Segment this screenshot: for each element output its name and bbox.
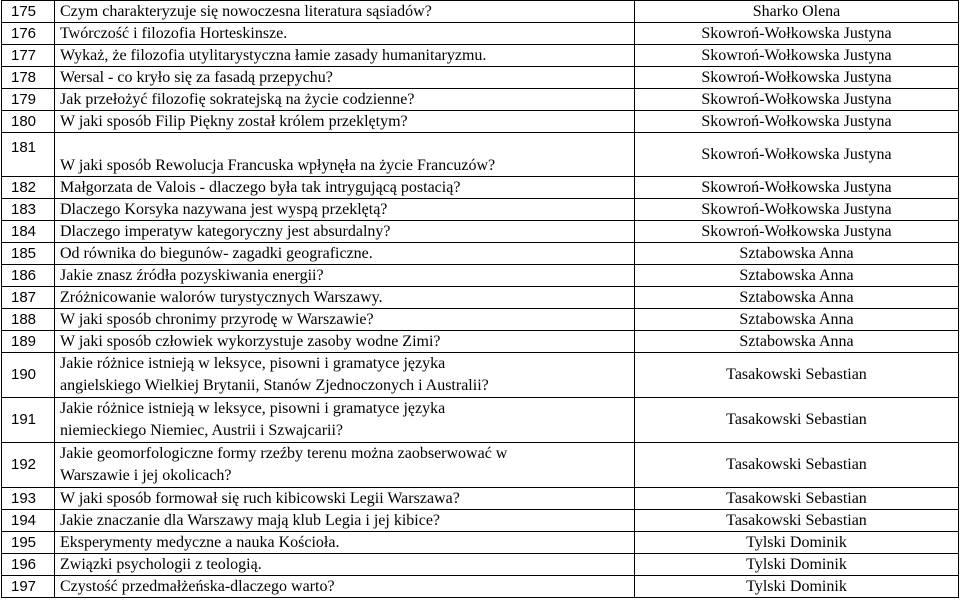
author-cell: Skowroń-Wołkowska Justyna xyxy=(635,23,959,45)
row-number: 183 xyxy=(2,199,55,221)
row-number: 194 xyxy=(2,510,55,532)
topic-line: Jakie geomorfologiczne formy rzeźby terenu można zaobserwować w xyxy=(60,445,508,462)
topic-cell: Czystość przedmałżeńska-dlaczego warto? xyxy=(55,576,635,598)
topic-cell: Dlaczego imperatyw kategoryczny jest absurdalny? xyxy=(55,221,635,243)
topic-cell: Jakie znasz źródła pozyskiwania energii? xyxy=(55,265,635,287)
topic-cell: W jaki sposób człowiek wykorzystuje zasoby wodne Zimi? xyxy=(55,331,635,353)
row-number: 192 xyxy=(2,443,55,488)
author-cell: Tylski Dominik xyxy=(635,576,959,598)
topic-cell: Jak przełożyć filozofię sokratejską na życie codzienne? xyxy=(55,89,635,111)
topic-line: niemieckiego Niemiec, Austrii i Szwajcarii? xyxy=(60,422,344,439)
author-cell: Skowroń-Wołkowska Justyna xyxy=(635,111,959,133)
row-number: 176 xyxy=(2,23,55,45)
author-cell: Skowroń-Wołkowska Justyna xyxy=(635,221,959,243)
row-number: 189 xyxy=(2,331,55,353)
table-row xyxy=(2,488,959,510)
topic-cell: Wersal - co kryło się za fasadą przepychu? xyxy=(55,67,635,89)
author-cell: Skowroń-Wołkowska Justyna xyxy=(635,89,959,111)
table-row xyxy=(2,133,959,177)
row-number: 187 xyxy=(2,287,55,309)
topic-cell: Małgorzata de Valois - dlaczego była tak intrygującą postacią? xyxy=(55,177,635,199)
table-row xyxy=(2,353,959,398)
topic-line: Jakie różnice istnieją w leksyce, pisowni i gramatyce języka xyxy=(60,355,446,372)
row-number: 196 xyxy=(2,554,55,576)
author-cell: Sharko Olena xyxy=(635,1,959,23)
table-row xyxy=(2,576,959,598)
row-number: 191 xyxy=(2,398,55,443)
table-row xyxy=(2,89,959,111)
table-row xyxy=(2,1,959,23)
topic-cell: Dlaczego Korsyka nazywana jest wyspą przeklętą? xyxy=(55,199,635,221)
author-cell: Sztabowska Anna xyxy=(635,265,959,287)
row-number: 193 xyxy=(2,488,55,510)
table-row xyxy=(2,309,959,331)
author-cell: Tasakowski Sebastian xyxy=(635,398,959,443)
author-cell: Sztabowska Anna xyxy=(635,243,959,265)
author-cell: Tylski Dominik xyxy=(635,554,959,576)
topic-cell: Eksperymenty medyczne a nauka Kościoła. xyxy=(55,532,635,554)
table-row xyxy=(2,287,959,309)
author-cell: Sztabowska Anna xyxy=(635,309,959,331)
topic-cell: W jaki sposób Rewolucja Francuska wpłynęła na życie Francuzów? xyxy=(55,133,635,177)
table-row xyxy=(2,67,959,89)
topic-line: Warszawie i jej okolicach? xyxy=(60,467,232,484)
table-row xyxy=(2,23,959,45)
author-cell: Tasakowski Sebastian xyxy=(635,443,959,488)
table-row xyxy=(2,443,959,488)
table-row xyxy=(2,243,959,265)
table-row xyxy=(2,265,959,287)
topic-cell: Związki psychologii z teologią. xyxy=(55,554,635,576)
topic-cell: W jaki sposób chronimy przyrodę w Warszawie? xyxy=(55,309,635,331)
topic-cell: Zróżnicowanie walorów turystycznych Warszawy. xyxy=(55,287,635,309)
table-row xyxy=(2,398,959,443)
author-cell: Sztabowska Anna xyxy=(635,287,959,309)
topic-cell: Wykaż, że filozofia utylitarystyczna łamie zasady humanitaryzmu. xyxy=(55,45,635,67)
topic-cell: Od równika do biegunów- zagadki geograficzne. xyxy=(55,243,635,265)
row-number: 179 xyxy=(2,89,55,111)
author-cell: Skowroń-Wołkowska Justyna xyxy=(635,45,959,67)
table-row xyxy=(2,45,959,67)
author-cell: Tasakowski Sebastian xyxy=(635,353,959,398)
topic-cell xyxy=(55,398,635,443)
author-cell: Skowroń-Wołkowska Justyna xyxy=(635,199,959,221)
topic-cell: W jaki sposób formował się ruch kibicowski Legii Warszawa? xyxy=(55,488,635,510)
table-row xyxy=(2,221,959,243)
topic-cell xyxy=(55,443,635,488)
table-row xyxy=(2,199,959,221)
topic-cell: W jaki sposób Filip Piękny został królem przeklętym? xyxy=(55,111,635,133)
row-number: 181 xyxy=(2,133,55,177)
row-number: 182 xyxy=(2,177,55,199)
row-number: 177 xyxy=(2,45,55,67)
row-number: 186 xyxy=(2,265,55,287)
author-cell: Tasakowski Sebastian xyxy=(635,510,959,532)
topic-cell xyxy=(55,353,635,398)
row-number: 195 xyxy=(2,532,55,554)
table-row xyxy=(2,532,959,554)
topic-cell: Czym charakteryzuje się nowoczesna literatura sąsiadów? xyxy=(55,1,635,23)
row-number: 184 xyxy=(2,221,55,243)
author-cell: Skowroń-Wołkowska Justyna xyxy=(635,67,959,89)
row-number: 180 xyxy=(2,111,55,133)
author-cell: Tylski Dominik xyxy=(635,532,959,554)
topic-line: angielskiego Wielkiej Brytanii, Stanów Zjednoczonych i Australii? xyxy=(60,377,489,394)
row-number: 197 xyxy=(2,576,55,598)
row-number: 185 xyxy=(2,243,55,265)
topic-line: Jakie różnice istnieją w leksyce, pisowni i gramatyce języka xyxy=(60,400,446,417)
row-number: 178 xyxy=(2,67,55,89)
topic-cell: Jakie znaczanie dla Warszawy mają klub Legia i jej kibice? xyxy=(55,510,635,532)
table-row xyxy=(2,111,959,133)
table-row xyxy=(2,510,959,532)
table-row xyxy=(2,331,959,353)
row-number: 175 xyxy=(2,1,55,23)
author-cell: Tasakowski Sebastian xyxy=(635,488,959,510)
author-cell: Skowroń-Wołkowska Justyna xyxy=(635,133,959,177)
row-number: 190 xyxy=(2,353,55,398)
row-number: 188 xyxy=(2,309,55,331)
table-row xyxy=(2,554,959,576)
topic-cell: Twórczość i filozofia Horteskinsze. xyxy=(55,23,635,45)
author-cell: Skowroń-Wołkowska Justyna xyxy=(635,177,959,199)
topics-table xyxy=(1,0,959,598)
table-row xyxy=(2,177,959,199)
author-cell: Sztabowska Anna xyxy=(635,331,959,353)
